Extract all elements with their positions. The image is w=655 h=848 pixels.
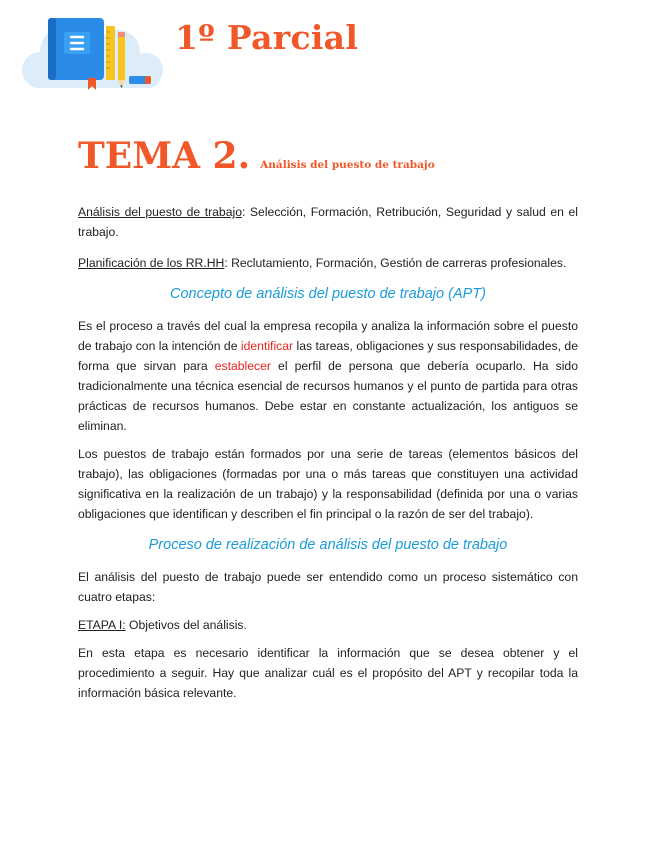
stage-label: ETAPA I:: [78, 618, 126, 632]
term-planning: Planificación de los RR.HH: [78, 256, 225, 270]
highlight-identify: identificar: [240, 339, 294, 353]
paragraph-components: Los puestos de trabajo están formados por una serie de tareas (elementos básicos del trabajo), las obligaciones (formadas por una o más tareas que constituyen una actividad significativa en la realización de un trabajo) y la responsabilidad (definida por una o varias obligaciones que identifican y describen el fin principal o la razón de ser del trabajo).: [78, 447, 578, 521]
paragraph-stage-one: [78, 615, 578, 635]
eraser-tip: [145, 76, 151, 84]
document-body: [78, 202, 578, 703]
paragraph-process-intro: El análisis del puesto de trabajo puede ser entendido como un proceso sistemático con cuatro etapas:: [78, 570, 578, 604]
topic-subtitle: Análisis del puesto de trabajo: [260, 159, 435, 171]
bookmark-ribbon: [88, 78, 96, 90]
paragraph-definition: [78, 316, 578, 436]
paragraph-text: las tareas, obligaciones y sus responsabilidades, de forma que sirvan para: [78, 339, 578, 373]
paragraph-text: Es el proceso a través del cual la empresa recopila y analiza la información sobre el puesto de trabajo con la intención de: [78, 319, 578, 353]
term-analysis: Análisis del puesto de trabajo: [78, 205, 242, 219]
section-heading-process: Proceso de realización de análisis del puesto de trabajo: [148, 537, 508, 553]
paragraph-text: el perfil de persona que debería ocuparlo. Ha sido tradicionalmente una técnica esencial de recursos humanos y el punto de partida para otras prácticas de recursos humanos. Debe estar en constante actualización, los antiguos se eliminan.: [78, 359, 578, 433]
ruler: [106, 26, 115, 80]
paragraph-hr-planning: [78, 253, 578, 273]
page-header-title: 1º Parcial: [175, 18, 359, 57]
paragraph-analysis-uses: [78, 202, 578, 242]
paragraph-text: : Reclutamiento, Formación, Gestión de carreras profesionales.: [224, 256, 567, 270]
topic-heading: [78, 132, 435, 180]
paragraph-stage-one-detail: En esta etapa es necesario identificar la información que se desea obtener y el procedimiento a seguir. Hay que analizar cuál es el propósito del APT y recopilar toda la información básica relevante.: [78, 646, 578, 700]
paragraph-text: Objetivos del análisis.: [125, 618, 247, 632]
book-spine: [48, 18, 56, 80]
paragraph-text: : Selección, Formación, Retribución, Seguridad y salud en el trabajo.: [78, 205, 578, 239]
topic-number: TEMA 2.: [78, 135, 251, 177]
section-heading-concept: Concepto de análisis del puesto de trabajo (APT): [170, 286, 486, 302]
book-and-pencils-icon: [18, 8, 168, 92]
pencil-icon: [118, 32, 125, 88]
highlight-establish: establecer: [214, 359, 271, 373]
